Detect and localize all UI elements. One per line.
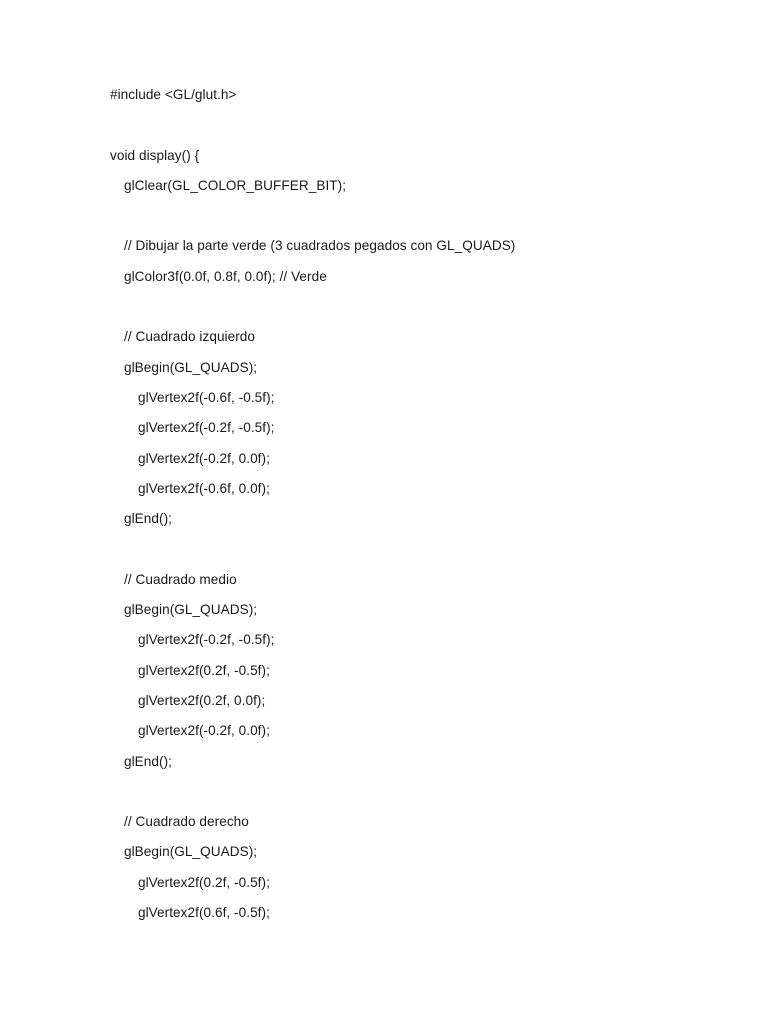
code-line-vertex: glVertex2f(-0.2f, 0.0f);	[138, 450, 270, 466]
blank-line	[110, 538, 750, 568]
code-line-vertex: glVertex2f(-0.6f, 0.0f);	[138, 480, 270, 496]
code-line-glbegin: glBegin(GL_QUADS);	[124, 359, 258, 375]
code-line-vertex: glVertex2f(-0.2f, 0.0f);	[138, 723, 270, 739]
code-line-display-signature: void display() {	[110, 147, 200, 163]
code-listing	[110, 84, 750, 932]
code-line-glend: glEnd();	[124, 511, 172, 527]
code-line-glclear: glClear(GL_COLOR_BUFFER_BIT);	[124, 177, 347, 193]
code-line-vertex: glVertex2f(0.2f, 0.0f);	[138, 692, 266, 708]
blank-line	[110, 114, 750, 144]
blank-line	[110, 296, 750, 326]
code-line-glbegin: glBegin(GL_QUADS);	[124, 602, 258, 618]
code-line-vertex: glVertex2f(-0.2f, -0.5f);	[138, 632, 275, 648]
code-comment-right-square: // Cuadrado derecho	[124, 814, 249, 830]
code-comment-left-square: // Cuadrado izquierdo	[124, 329, 256, 345]
code-line-glbegin: glBegin(GL_QUADS);	[124, 844, 258, 860]
code-line-vertex: glVertex2f(0.2f, -0.5f);	[138, 662, 270, 678]
code-line-include: #include <GL/glut.h>	[110, 87, 237, 102]
code-line-glend: glEnd();	[124, 753, 172, 769]
code-line-vertex: glVertex2f(-0.6f, -0.5f);	[138, 389, 275, 405]
code-line-vertex: glVertex2f(-0.2f, -0.5f);	[138, 420, 275, 436]
code-line-vertex: glVertex2f(0.2f, -0.5f);	[138, 874, 270, 890]
code-line-glcolor: glColor3f(0.0f, 0.8f, 0.0f); // Verde	[124, 268, 327, 284]
code-comment-draw-green: // Dibujar la parte verde (3 cuadrados pegados con GL_QUADS)	[124, 238, 516, 254]
code-comment-middle-square: // Cuadrado medio	[124, 571, 237, 587]
blank-line	[110, 205, 750, 235]
code-line-vertex: glVertex2f(0.6f, -0.5f);	[138, 905, 270, 921]
blank-line	[110, 781, 750, 811]
